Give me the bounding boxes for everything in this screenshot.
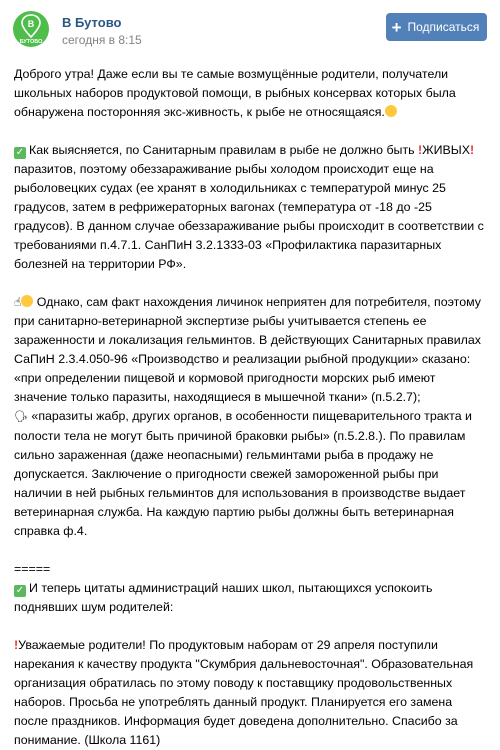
paragraph-1-text: Доброго утра! Даже если вы те самые возмущённые родители, получатели школьных наборов продуктовой помощи, в рыбных консервах которых была обнаружена посторонняя экс-живность, к рыбе не относящаяся. — [14, 67, 456, 119]
group-avatar[interactable] — [13, 11, 49, 47]
post-body — [14, 65, 488, 750]
post-timestamp[interactable]: сегодня в 8:15 — [62, 33, 142, 47]
exclamation-icon: ! — [470, 143, 475, 157]
paragraph-6 — [14, 636, 488, 750]
paragraph-5 — [14, 579, 488, 617]
paragraph-5-text: И теперь цитаты администраций наших школ, пытающихся успокоить поднявших шум родителей: — [14, 581, 433, 614]
paragraph-2-text-c: паразитов, поэтому обеззараживание рыбы холодом происходит еще на рыболовецких судах (ее хранят в холодильниках с температурой минус 25 градусов, затем в рефрижераторных вагонах (температура от -18 до -25 градусов). В данном случае обеззараживание рыбы происходит в соответствии с требованиями п.4.7.1. СанПиН 3.2.1333-03 «Профилактика паразитарных болезней на территории РФ». — [14, 162, 484, 271]
plus-icon: + — [391, 17, 402, 37]
post-header — [0, 0, 500, 56]
paragraph-4 — [14, 407, 488, 541]
subscribe-label: Подписаться — [407, 20, 480, 34]
paragraph-1 — [14, 65, 488, 122]
check-mark-icon: ✓ — [15, 147, 25, 158]
speaking-head-icon: 🗣 — [14, 411, 28, 423]
avatar-label: В — [27, 19, 35, 29]
paragraph-3 — [14, 293, 488, 407]
paragraph-2-text-b: ЖИВЫХ — [422, 143, 471, 157]
group-name-link[interactable]: В Бутово — [62, 15, 122, 30]
subscribe-button[interactable] — [386, 13, 487, 41]
paragraph-3-text: Однако, сам факт нахождения личинок неприятен для потребителя, поэтому при санитарно-ветеринарной экспертизе рыбы учитывается степень ее зараженности и локализация гельминтов. В действующих Санитарных правилах СаПиН 2.3.4.050-96 «Производство и реализации рыбной продукции» сказано: «при определении пищевой и кормовой пригодности морских рыб имеют значение только паразиты, находящиеся в мышечной ткани» (п.5.2.7); — [14, 295, 481, 404]
smile-emoji-icon — [21, 295, 33, 307]
exclamation-icon: ! — [418, 143, 423, 157]
paragraph-2 — [14, 141, 488, 274]
exclamation-icon: ! — [14, 638, 19, 652]
location-pin-icon — [13, 11, 49, 47]
check-mark-icon: ✓ — [15, 585, 25, 596]
paragraph-2-text-a: Как выясняется, по Санитарным правилам в рыбе не должно быть — [29, 143, 419, 157]
paragraph-6-text: Уважаемые родители! По продуктовым наборам от 29 апреля поступили нарекания к качеству продукта "Скумбрия дальневосточная". Образовательная организация обратилась по этому поводу к поставщику продовольственных наборов. Просьба не употреблять данный продукт. Планируется его замена после праздников. Информация будет доведена дополнительно. Спасибо за понимание. (Школа 1161) — [14, 638, 474, 747]
avatar-sublabel: БУТОВО — [19, 39, 43, 45]
separator-line: ===== — [14, 562, 51, 576]
paragraph-4-text: «паразиты жабр, других органов, в особенности пищеварительного тракта и полости тела не могут быть причиной браковки рыбы» (п.5.2.8.). По правилам сильно зараженная (даже неопасными) гельминтами рыба в продажу не допускается. Заключение о пригодности свежей замороженной рыбы при наличии в ней рыбных гельминтов для использования в производстве выдает ветеринарная служба. На каждую партию рыбы должны быть ветеринарная справка ф.4. — [14, 409, 472, 538]
hand-icon: ☝ — [14, 295, 22, 309]
wink-emoji-icon — [385, 105, 397, 117]
